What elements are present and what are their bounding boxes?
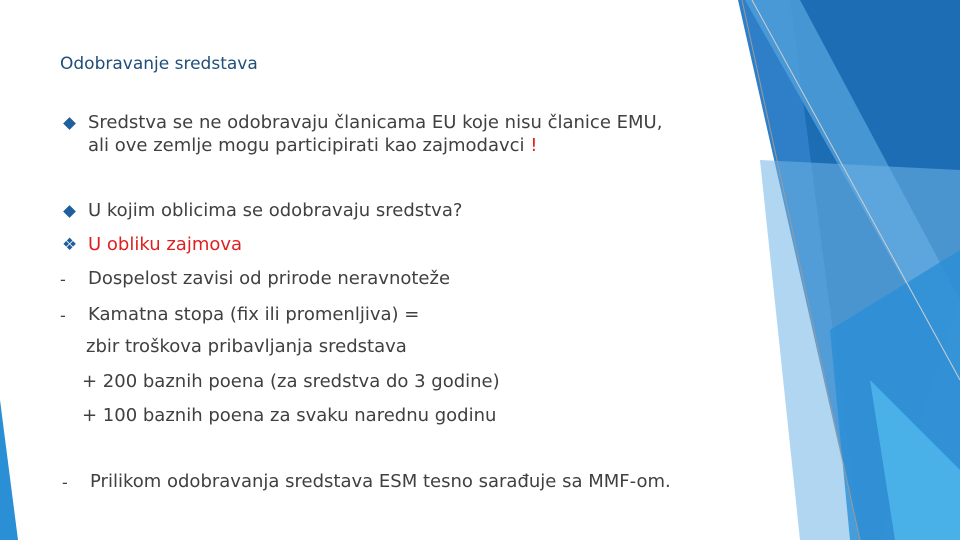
bullet-line-4: Dospelost zavisi od prirode neravnoteže (88, 268, 451, 289)
bullet-line-2: U kojim oblicima se odobravaju sredstva? (88, 200, 463, 221)
four-diamond-bullet-icon: ❖ (62, 235, 78, 255)
slide-title: Odobravanje sredstava (60, 54, 258, 74)
dash-bullet: - (60, 270, 66, 289)
bullet-line-5c: + 200 baznih poena (za sredstva do 3 godine) (82, 371, 500, 392)
dash-bullet: - (60, 306, 66, 325)
exclamation-mark: ! (530, 135, 538, 156)
bullet-line-5d: + 100 baznih poena za svaku narednu godinu (82, 405, 497, 426)
bullet-line-1b (88, 135, 537, 157)
bullet-line-6: Prilikom odobravanja sredstava ESM tesno sarađuje sa MMF-om. (90, 471, 671, 492)
bullet-line-5b: zbir troškova pribavljanja sredstava (86, 336, 407, 357)
bullet-line-5: Kamatna stopa (fix ili promenljiva) = (88, 304, 420, 325)
bullet-line-1: Sredstva se ne odobravaju članicama EU koje nisu članice EMU, (88, 112, 663, 133)
dash-bullet: - (62, 473, 68, 492)
bullet-line-1b-text: ali ove zemlje mogu participirati kao zajmodavci (88, 135, 525, 156)
bullet-line-3: U obliku zajmova (88, 234, 243, 255)
